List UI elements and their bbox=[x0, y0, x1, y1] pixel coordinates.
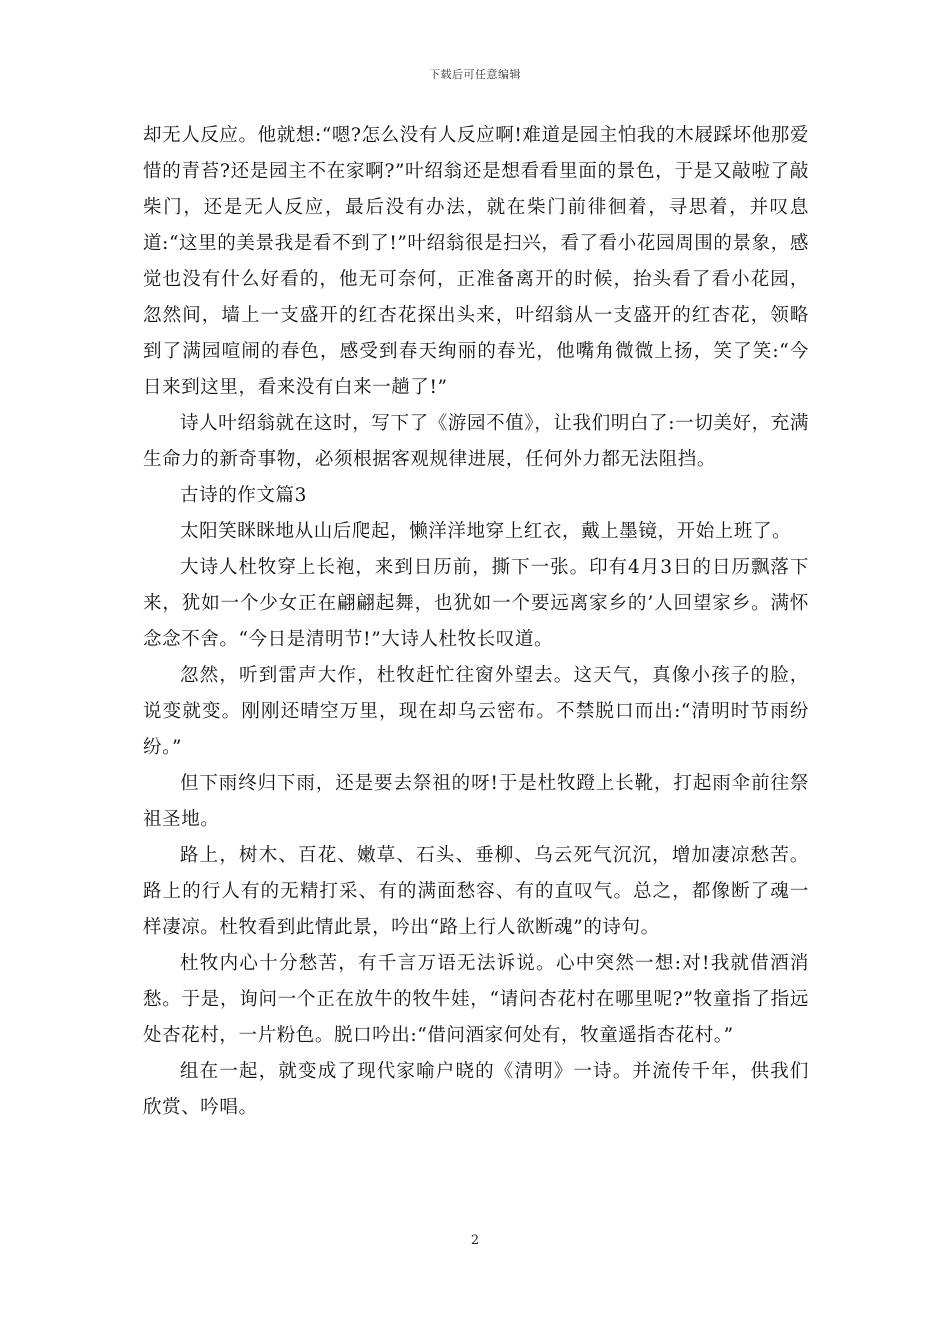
paragraph: 诗人叶绍翁就在这时，写下了《游园不值》，让我们明白了:一切美好，充满生命力的新奇事物，必须根据客观规律进展，任何外力都无法阻挡。 bbox=[143, 413, 809, 470]
paragraph: 忽然，听到雷声大作，杜牧赶忙往窗外望去。这天气，真像小孩子的脸，说变就变。刚刚还晴空万里，现在却乌云密布。不禁脱口而出:“清明时节雨纷纷。” bbox=[143, 665, 809, 758]
paragraph: 组在一起，就变成了现代家喻户晓的《清明》一诗。并流传千年，供我们欣赏、吟唱。 bbox=[143, 1061, 809, 1118]
section-heading: 古诗的作文篇3 bbox=[180, 485, 307, 506]
paragraph: 大诗人杜牧穿上长袍，来到日历前，撕下一张。印有4月3日的日历飘落下来，犹如一个少女正在翩翩起舞，也犹如一个要远离家乡的’人回望家乡。满怀念念不舍。“今日是清明节!”大诗人杜牧长叹道。 bbox=[143, 557, 809, 650]
paragraph: 但下雨终归下雨，还是要去祭祖的呀!于是杜牧蹬上长靴，打起雨伞前往祭祖圣地。 bbox=[143, 773, 809, 830]
paragraph: 杜牧内心十分愁苦，有千言万语无法诉说。心中突然一想:对!我就借酒消愁。于是，询问一个正在放牛的牧牛娃，“请问杏花村在哪里呢?”牧童指了指远处杏花村，一片粉色。脱口吟出:“借问酒家何处有，牧童遥指杏花村。” bbox=[143, 953, 809, 1046]
paragraph: 路上，树木、百花、嫩草、石头、垂柳、乌云死气沉沉，增加凄凉愁苦。路上的行人有的无精打采、有的满面愁容、有的直叹气。总之，都像断了魂一样凄凉。杜牧看到此情此景，吟出“路上行人欲断魂”的诗句。 bbox=[143, 845, 809, 938]
page-number: 2 bbox=[470, 1233, 480, 1248]
paragraph: 太阳笑眯眯地从山后爬起，懒洋洋地穿上红衣，戴上墨镜，开始上班了。 bbox=[180, 521, 792, 542]
page-header: 下载后可任意编辑 bbox=[429, 68, 521, 81]
document-body bbox=[143, 118, 809, 1126]
paragraph: 却无人反应。他就想:“嗯?怎么没有人反应啊!难道是园主怕我的木屐踩坏他那爱惜的青苔?还是园主不在家啊?”叶绍翁还是想看看里面的景色，于是又敲啦了敲柴门，还是无人反应，最后没有办法，就在柴门前徘徊着，寻思着，并叹息道:“这里的美景我是看不到了!”叶绍翁很是扫兴，看了看小花园周围的景象，感觉也没有什么好看的，他无可奈何，正准备离开的时候，抬头看了看小花园，忽然间，墙上一支盛开的红杏花探出头来，叶绍翁从一支盛开的红杏花，领略到了满园喧闹的春色，感受到春天绚丽的春光，他嘴角微微上扬，笑了笑:“今日来到这里，看来没有白来一趟了!” bbox=[143, 125, 809, 398]
